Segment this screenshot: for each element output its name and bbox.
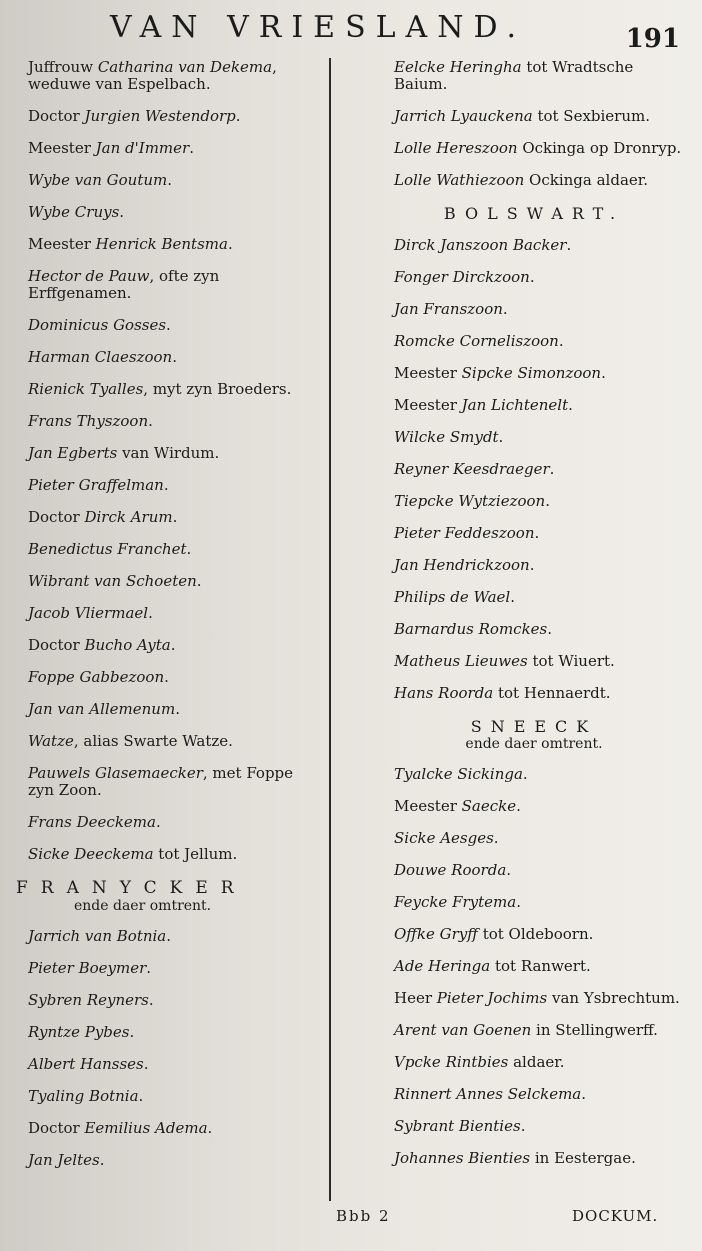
entry-name: Foppe Gabbezoon xyxy=(28,668,165,686)
entry-suffix: . xyxy=(520,1117,526,1135)
list-entry xyxy=(394,172,684,189)
list-entry xyxy=(394,1054,684,1071)
section-heading: FRANYCKER xyxy=(16,878,247,898)
list-entry xyxy=(394,990,684,1007)
entry-suffix: tot Sexbierum. xyxy=(532,107,651,125)
entry-name: Tiepcke Wytziezoon xyxy=(394,492,546,510)
entry-prefix: Heer xyxy=(394,989,437,1007)
list-entry xyxy=(28,541,318,558)
entry-name: Arent van Goenen xyxy=(394,1021,532,1039)
entry-suffix: . xyxy=(227,235,233,253)
entry-name: Dirck Janszoon Backer xyxy=(394,236,567,254)
entry-name: Henrick Bentsma xyxy=(95,235,228,253)
entry-name: Pieter Graffelman xyxy=(28,476,164,494)
entry-suffix: . xyxy=(529,268,535,286)
entry-suffix: aldaer. xyxy=(508,1053,565,1071)
signature-mark: Bbb 2 xyxy=(336,1207,391,1225)
entry-name: Tyaling Botnia xyxy=(28,1087,139,1105)
entry-prefix: Doctor xyxy=(28,636,85,654)
entry-suffix: . xyxy=(545,492,550,510)
list-entry xyxy=(28,573,318,590)
entry-suffix: van Wirdum. xyxy=(117,444,220,462)
entry-suffix: . xyxy=(502,300,508,318)
entry-name: Albert Hansses xyxy=(28,1055,144,1073)
entry-name: Eelcke Heringha xyxy=(394,58,522,76)
entry-suffix: , myt zyn Broeders. xyxy=(143,380,292,398)
entry-suffix: Ockinga op Dronryp. xyxy=(517,139,682,157)
list-entry xyxy=(394,333,684,350)
entry-suffix: . xyxy=(558,332,564,350)
list-entry xyxy=(28,172,318,189)
entry-name: Pieter Boeymer xyxy=(28,959,147,977)
entry-suffix: . xyxy=(146,959,152,977)
entry-name: Jacob Vliermael xyxy=(28,604,149,622)
entry-suffix: tot Wiuert. xyxy=(527,652,615,670)
section-heading: SNEECK xyxy=(470,717,598,736)
list-entry xyxy=(28,637,318,654)
entry-name: Johannes Bienties xyxy=(394,1149,531,1167)
list-entry xyxy=(28,509,318,526)
entry-suffix: tot Oldeboorn. xyxy=(477,925,594,943)
list-entry xyxy=(394,862,684,879)
entry-suffix: . xyxy=(129,1023,135,1041)
entry-name: Sybrant Bienties xyxy=(394,1117,521,1135)
entry-name: Sybren Reyners xyxy=(28,991,149,1009)
entry-suffix: . xyxy=(99,1151,105,1169)
entry-suffix: . xyxy=(163,476,169,494)
entry-name: Wybe van Goutum xyxy=(28,171,168,189)
entry-name: Pieter Feddeszoon xyxy=(394,524,535,542)
list-entry xyxy=(394,108,684,125)
entry-name: Saecke xyxy=(461,797,517,815)
entry-name: Frans Deeckema xyxy=(28,813,156,831)
entry-suffix: . xyxy=(119,203,125,221)
entry-suffix: . xyxy=(516,893,521,911)
entry-suffix: . xyxy=(522,765,528,783)
entry-name: Jan Egberts xyxy=(28,444,118,462)
list-entry xyxy=(394,894,684,911)
entry-suffix: . xyxy=(498,428,504,446)
entry-suffix: . xyxy=(148,604,153,622)
entry-name: Fonger Dirckzoon xyxy=(394,268,530,286)
entry-name: Hans Roorda xyxy=(394,684,494,702)
list-entry xyxy=(28,928,318,945)
entry-name: Feycke Frytema xyxy=(394,893,517,911)
entry-name: Dirck Arum xyxy=(84,508,173,526)
list-entry xyxy=(28,669,318,686)
list-entry xyxy=(394,301,684,318)
entry-name: Jan Lichtenelt xyxy=(461,396,569,414)
entry-suffix: van Ysbrechtum. xyxy=(547,989,680,1007)
entry-name: Sipcke Simonzoon xyxy=(461,364,602,382)
entry-prefix: Doctor xyxy=(28,508,85,526)
entry-suffix: . xyxy=(189,139,194,157)
list-entry xyxy=(394,493,684,510)
entry-name: Barnardus Romckes xyxy=(394,620,548,638)
entry-suffix: Ockinga aldaer. xyxy=(524,171,649,189)
list-entry xyxy=(394,557,684,574)
list-entry xyxy=(28,605,318,622)
entry-suffix: . xyxy=(167,171,173,189)
entry-suffix: . xyxy=(207,1119,213,1137)
entry-suffix: . xyxy=(196,572,202,590)
list-entry xyxy=(394,926,684,943)
left-column xyxy=(18,54,318,1184)
list-entry xyxy=(394,397,684,414)
entry-name: Douwe Roorda xyxy=(394,861,507,879)
entry-suffix: tot Ranwert. xyxy=(490,957,591,975)
entry-name: Jan Jeltes xyxy=(28,1151,100,1169)
entry-suffix: , weduwe van Espelbach. xyxy=(28,58,277,93)
list-entry xyxy=(394,461,684,478)
list-entry xyxy=(28,477,318,494)
list-entry xyxy=(394,269,684,286)
entry-name: Hector de Pauw xyxy=(28,267,150,285)
list-entry xyxy=(28,733,318,750)
entry-prefix: Juffrouw xyxy=(28,58,98,76)
entry-suffix: . xyxy=(566,236,572,254)
entry-name: Rienick Tyalles xyxy=(28,380,144,398)
entry-name: Pauwels Glasemaecker xyxy=(28,764,203,782)
list-entry xyxy=(28,59,318,93)
entry-name: Reyner Keesdraeger xyxy=(394,460,550,478)
entry-name: Jarrich van Botnia xyxy=(28,927,167,945)
entry-suffix: . xyxy=(148,991,154,1009)
list-entry xyxy=(28,236,318,253)
list-entry xyxy=(28,960,318,977)
entry-name: Wibrant van Schoeten xyxy=(28,572,197,590)
entry-suffix: . xyxy=(568,396,573,414)
entry-name: Benedictus Franchet xyxy=(28,540,187,558)
list-entry xyxy=(28,204,318,221)
list-entry xyxy=(28,1088,318,1105)
entry-suffix: . xyxy=(138,1087,144,1105)
column-divider xyxy=(329,58,331,1201)
entry-name: Ade Heringa xyxy=(394,957,491,975)
entry-prefix: Meester xyxy=(394,364,462,382)
list-entry xyxy=(28,108,318,125)
entry-name: Sicke Deeckema xyxy=(28,845,154,863)
entry-prefix: Meester xyxy=(28,235,96,253)
entry-suffix: . xyxy=(510,588,515,606)
list-entry xyxy=(28,701,318,718)
entry-suffix: . xyxy=(148,412,153,430)
list-entry xyxy=(394,1086,684,1103)
list-entry xyxy=(394,685,684,702)
entry-name: Tyalcke Sickinga xyxy=(394,765,523,783)
entry-suffix: . xyxy=(534,524,540,542)
list-entry xyxy=(28,317,318,334)
entry-name: Sicke Aesges xyxy=(394,829,494,847)
entry-name: Dominicus Gosses xyxy=(28,316,167,334)
list-entry xyxy=(394,429,684,446)
list-entry xyxy=(394,1150,684,1167)
entry-suffix: . xyxy=(549,460,555,478)
entry-name: Romcke Corneliszoon xyxy=(394,332,559,350)
entry-name: Pieter Jochims xyxy=(436,989,548,1007)
list-entry xyxy=(28,413,318,430)
list-entry xyxy=(28,1152,318,1169)
entry-suffix: . xyxy=(164,668,169,686)
list-entry xyxy=(28,765,318,799)
list-entry xyxy=(394,1118,684,1135)
running-title: VAN VRIESLAND. xyxy=(110,10,526,45)
entry-prefix: Doctor xyxy=(28,107,85,125)
entry-suffix: . xyxy=(172,348,177,366)
section-heading: BOLSWART. xyxy=(443,204,625,223)
entry-suffix: . xyxy=(493,829,499,847)
entry-name: Jan d'Immer xyxy=(95,139,190,157)
entry-suffix: . xyxy=(170,636,176,654)
list-entry xyxy=(394,589,684,606)
entry-name: Jarrich Lyauckena xyxy=(394,107,533,125)
entry-name: Rinnert Annes Selckema xyxy=(394,1085,582,1103)
list-entry xyxy=(394,365,684,382)
list-entry xyxy=(28,140,318,157)
entry-suffix: , met Foppe zyn Zoon. xyxy=(28,764,294,799)
entry-name: Harman Claeszoon xyxy=(28,348,173,366)
list-entry xyxy=(28,445,318,462)
entry-suffix: tot Wradtsche Baium. xyxy=(394,58,634,93)
entry-suffix: in Stellingwerff. xyxy=(531,1021,658,1039)
entry-suffix: . xyxy=(547,620,553,638)
entry-name: Wybe Cruys xyxy=(28,203,120,221)
spacer xyxy=(384,223,684,237)
entry-suffix: . xyxy=(506,861,512,879)
entry-suffix: , ofte zyn Erffgenamen. xyxy=(28,267,220,302)
entry-name: Bucho Ayta xyxy=(84,636,171,654)
entry-name: Frans Thyszoon xyxy=(28,412,149,430)
list-entry xyxy=(394,958,684,975)
list-entry xyxy=(394,653,684,670)
list-entry xyxy=(394,830,684,847)
entry-name: Jan Franszoon xyxy=(394,300,503,318)
catchword: DOCKUM. xyxy=(572,1207,659,1225)
list-entry xyxy=(28,1024,318,1041)
entry-suffix: . xyxy=(186,540,192,558)
list-entry xyxy=(394,1022,684,1039)
entry-name: Wilcke Smydt xyxy=(394,428,499,446)
entry-prefix: Meester xyxy=(28,139,96,157)
entry-name: Jan Hendrickzoon xyxy=(394,556,530,574)
entry-suffix: . xyxy=(166,927,172,945)
page-header xyxy=(0,8,702,54)
list-entry xyxy=(394,140,684,157)
entry-suffix: tot Jellum. xyxy=(153,845,238,863)
page-number: 191 xyxy=(625,24,680,54)
list-entry xyxy=(394,798,684,815)
entry-name: Jan van Allemenum xyxy=(28,700,176,718)
entry-name: Watze xyxy=(28,732,74,750)
list-entry xyxy=(394,237,684,254)
list-entry xyxy=(394,766,684,783)
right-column xyxy=(384,54,684,1182)
entry-suffix: in Eestergae. xyxy=(530,1149,636,1167)
entry-name: Catharina van Dekema xyxy=(97,58,273,76)
list-entry xyxy=(394,525,684,542)
list-entry xyxy=(28,268,318,302)
list-entry xyxy=(394,59,684,93)
entry-name: Lolle Hereszoon xyxy=(394,139,518,157)
list-entry xyxy=(394,621,684,638)
section-subheading: ende daer omtrent. xyxy=(465,736,603,752)
entry-name: Vpcke Rintbies xyxy=(394,1053,509,1071)
entry-name: Ryntze Pybes xyxy=(28,1023,130,1041)
entry-suffix: tot Hennaerdt. xyxy=(493,684,611,702)
list-entry xyxy=(28,846,318,863)
entry-suffix: . xyxy=(235,107,241,125)
list-entry xyxy=(28,1056,318,1073)
list-entry xyxy=(28,349,318,366)
page-footer xyxy=(0,1207,702,1237)
entry-prefix: Meester xyxy=(394,396,462,414)
entry-name: Eemilius Adema xyxy=(84,1119,208,1137)
entry-suffix: . xyxy=(166,316,171,334)
entry-suffix: . xyxy=(601,364,606,382)
entry-suffix: . xyxy=(175,700,180,718)
entry-suffix: . xyxy=(155,813,161,831)
list-entry xyxy=(28,992,318,1009)
entry-suffix: . xyxy=(143,1055,149,1073)
entry-prefix: Doctor xyxy=(28,1119,85,1137)
entry-name: Matheus Lieuwes xyxy=(394,652,528,670)
list-entry xyxy=(28,814,318,831)
section-subheading: ende daer omtrent. xyxy=(74,898,212,914)
entry-suffix: . xyxy=(516,797,521,815)
entry-suffix: . xyxy=(172,508,178,526)
list-entry xyxy=(28,381,318,398)
entry-suffix: . xyxy=(581,1085,587,1103)
entry-name: Jurgien Westendorp xyxy=(84,107,236,125)
entry-name: Lolle Wathiezoon xyxy=(394,171,525,189)
entry-prefix: Meester xyxy=(394,797,462,815)
list-entry xyxy=(28,1120,318,1137)
entry-suffix: , alias Swarte Watze. xyxy=(73,732,233,750)
entry-name: Philips de Wael xyxy=(394,588,511,606)
entry-name: Offke Gryff xyxy=(394,925,478,943)
entry-suffix: . xyxy=(529,556,535,574)
